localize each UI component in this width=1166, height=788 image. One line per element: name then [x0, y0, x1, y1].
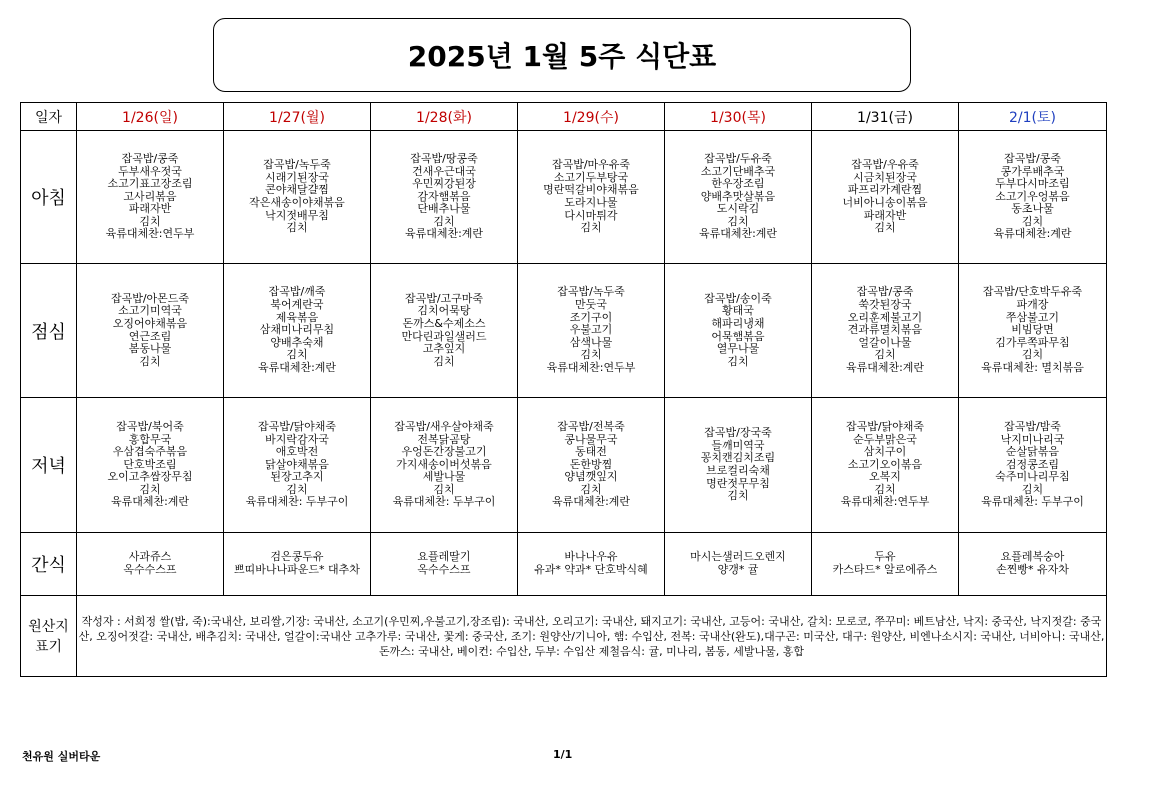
menu-item: 가지새송이버섯볶음 [396, 457, 492, 471]
menu-item: 육류대체찬:계란 [257, 360, 337, 374]
menu-cell [812, 264, 959, 398]
menu-item: 김치 [727, 214, 749, 228]
menu-item: 삼치구이 [863, 445, 907, 459]
menu-item: 콩가루배추국 [1000, 164, 1065, 178]
menu-cell [77, 398, 224, 533]
menu-item: 육류대체찬:연두부 [105, 227, 195, 241]
menu-cell [812, 398, 959, 533]
menu-item: 어묵햄볶음 [711, 329, 765, 343]
menu-cell [959, 398, 1107, 533]
menu-cell [224, 131, 371, 264]
menu-item: 닭살야채볶음 [265, 457, 329, 471]
menu-item: 순살닭볶음 [1005, 445, 1060, 459]
menu-item: 잡곡밥/북어죽 [116, 419, 184, 433]
menu-cell [812, 533, 959, 596]
menu-item: 잡곡밥/콩죽 [856, 285, 914, 299]
menu-item: 육류대체찬:계란 [698, 227, 778, 241]
menu-item: 콘야채달걀찜 [265, 183, 329, 197]
menu-item: 잡곡밥/고구마죽 [404, 291, 484, 305]
menu-item: 요플레복숭아 [1000, 550, 1065, 564]
menu-item: 김치 [433, 482, 455, 496]
day-date: 1/31(금) [812, 103, 959, 131]
menu-item: 잡곡밥/녹두죽 [557, 285, 625, 299]
menu-item: 숙주미나리무침 [995, 470, 1070, 484]
title-box [213, 18, 911, 92]
menu-item: 육류대체찬:계란 [993, 227, 1072, 241]
meal-row-dinner [21, 398, 1107, 533]
menu-item: 애호박전 [275, 445, 319, 459]
menu-item: 쑥갓된장국 [858, 298, 912, 312]
menu-item: 육류대체찬:연두부 [840, 495, 930, 509]
menu-item: 양념깻잎지 [564, 470, 618, 484]
menu-item: 두부다시마조림 [995, 177, 1070, 191]
menu-item: 오리훈제불고기 [847, 310, 923, 324]
menu-cell [665, 131, 812, 264]
menu-item: 잡곡밥/마우유죽 [551, 158, 631, 172]
menu-item: 도라지나물 [564, 196, 618, 209]
menu-item: 소고기우엉볶음 [995, 189, 1070, 203]
menu-item: 김치 [727, 354, 749, 368]
date-header-label: 일자 [21, 103, 77, 131]
menu-item: 육류대체찬:계란 [551, 495, 631, 509]
menu-item: 콩나물무국 [564, 432, 618, 446]
menu-item: 명란젓무무침 [706, 476, 770, 490]
menu-item: 김치 [580, 221, 602, 235]
menu-item: 육류대체찬:계란 [845, 360, 925, 374]
menu-item: 순두부맑은국 [853, 432, 917, 446]
meal-row-lunch [21, 264, 1107, 398]
menu-item: 김치 [139, 482, 161, 496]
menu-item: 두부새우젓국 [118, 164, 182, 178]
menu-item: 단배추나물 [417, 202, 471, 216]
menu-cell [77, 533, 224, 596]
menu-cell [665, 264, 812, 398]
menu-table [20, 102, 1107, 677]
menu-item: 명란떡갈비야채볶음 [543, 183, 639, 197]
menu-item: 북어계란국 [270, 298, 324, 312]
menu-item: 소고기단배추국 [700, 164, 776, 178]
origin-text: 작성자 : 서희정 쌀(밥, 죽):국내산, 보리쌀,기장: 국내산, 소고기(우민찌,우불고기,장조림): 국내산, 오리고기: 국내산, 돼지고기: 국내산, 고등어: 국내산, 갈치: 모로코, 쭈꾸미: 베트남산, 낙지: 중국산, 낙지젓갈: 중국산, 오징어젓갈: 국내산, 배추김치: 국내산, 얼갈이:국내산 고추가루: 국내산, 꽃게: 중국산, 조기: 원양산/기니아, 햄: 수입산, 전복: 국내산(완도),대구곤: 미국산, 대구: 원양산, 비엔나소시지: 국내산, 너비아니: 국내산, 돈까스: 국내산, 베이컨: 수입산, 두부: 수입산 제철음식: 귤, 미나리, 봄동, 세발나물, 홍합 [77, 596, 1107, 677]
menu-item: 만둣국 [575, 298, 607, 312]
menu-cell [224, 398, 371, 533]
menu-item: 잡곡밥/단호박두유죽 [982, 285, 1083, 299]
menu-item: 손찐빵* 유자차 [996, 563, 1069, 576]
menu-item: 브로컬리숙채 [706, 464, 770, 477]
menu-item: 견과류멸치볶음 [847, 323, 923, 337]
menu-item: 잡곡밥/전복죽 [557, 419, 625, 433]
menu-item: 삼채미나리무침 [259, 323, 335, 337]
menu-item: 검은콩두유 [270, 550, 324, 564]
date-row [21, 103, 1107, 131]
menu-item: 김치 [286, 348, 308, 362]
menu-item: 동초나물 [1011, 202, 1054, 216]
meal-label: 간식 [21, 533, 77, 596]
menu-item: 쁘띠바나나파운드* 대추차 [234, 563, 360, 576]
menu-item: 사과쥬스 [128, 550, 172, 564]
menu-item: 잡곡밥/새우살야채죽 [394, 419, 494, 433]
menu-item: 제육볶음 [275, 310, 319, 324]
menu-item: 꽁치캔김치조림 [700, 451, 776, 465]
menu-cell [371, 533, 518, 596]
menu-item: 고사리볶음 [123, 189, 177, 203]
menu-item: 잡곡밥/닭야채죽 [845, 419, 925, 433]
menu-cell [518, 131, 665, 264]
menu-item: 육류대체찬: 두부구이 [981, 495, 1084, 509]
menu-item: 김치 [874, 482, 896, 496]
menu-item: 육류대체찬:계란 [404, 227, 484, 241]
menu-item: 바지락감자국 [265, 432, 329, 446]
menu-item: 다시마튀각 [564, 208, 618, 222]
menu-item: 육류대체찬: 두부구이 [245, 495, 349, 509]
day-date: 2/1(토) [959, 103, 1107, 131]
menu-item: 잡곡밥/장국죽 [704, 426, 772, 440]
menu-item: 육류대체찬:연두부 [546, 360, 636, 374]
menu-item: 김치 [286, 482, 308, 496]
menu-item: 잡곡밥/녹두죽 [263, 158, 331, 172]
menu-item: 홍합무국 [128, 432, 172, 446]
menu-cell [959, 264, 1107, 398]
menu-item: 김치 [580, 348, 602, 362]
menu-cell [224, 533, 371, 596]
menu-cell [812, 131, 959, 264]
meal-row-snack [21, 533, 1107, 596]
menu-item: 잡곡밥/닭야채죽 [257, 419, 337, 433]
day-date: 1/28(화) [371, 103, 518, 131]
menu-item: 돈까스&수제소스 [402, 316, 486, 330]
menu-item: 봄동나물 [128, 342, 172, 356]
menu-item: 잡곡밥/두유죽 [704, 151, 772, 165]
menu-item: 파개장 [1016, 298, 1049, 312]
menu-cell [518, 398, 665, 533]
menu-item: 잡곡밥/콩죽 [121, 151, 179, 165]
menu-item: 오복지 [869, 470, 901, 484]
menu-cell [77, 131, 224, 264]
menu-item: 오이고추쌈장무침 [107, 470, 193, 484]
menu-item: 우삼겹숙주볶음 [112, 445, 188, 459]
menu-item: 요플레딸기 [417, 550, 471, 564]
menu-item: 김치 [874, 221, 896, 235]
menu-item: 양갱* 귤 [717, 563, 759, 576]
menu-item: 소고기미역국 [118, 304, 182, 318]
menu-item: 마시는샐러드오렌지 [690, 550, 786, 564]
menu-item: 옥수수스프 [123, 563, 177, 576]
menu-item: 낙지미나리국 [1000, 432, 1065, 446]
menu-item: 전복닭곰탕 [417, 432, 471, 446]
menu-item: 바나나우유 [564, 550, 618, 564]
menu-cell [371, 264, 518, 398]
menu-item: 유과* 약과* 단호박식혜 [534, 563, 648, 576]
menu-item: 단호박조림 [123, 457, 177, 471]
menu-item: 오징어야채볶음 [112, 316, 188, 330]
menu-item: 김가루쪽파무침 [995, 335, 1070, 349]
menu-cell [371, 398, 518, 533]
menu-cell [959, 131, 1107, 264]
day-date: 1/27(월) [224, 103, 371, 131]
menu-item: 김치 [874, 348, 896, 362]
menu-item: 김치어묵탕 [417, 304, 471, 318]
menu-cell [224, 264, 371, 398]
menu-item: 육류대체찬: 두부구이 [392, 495, 496, 509]
origin-row [21, 596, 1107, 677]
menu-item: 비빔당면 [1011, 323, 1054, 337]
menu-item: 김치 [1021, 348, 1044, 362]
menu-cell [959, 533, 1107, 596]
menu-item: 만다린과일샐러드 [401, 329, 487, 343]
menu-item: 고추잎지 [422, 342, 466, 356]
menu-item: 작은새송이야채볶음 [249, 196, 345, 209]
menu-item: 쭈삼불고기 [1005, 310, 1060, 324]
menu-item: 너비아니송이볶음 [842, 196, 928, 209]
menu-item: 건새우근대국 [412, 164, 476, 178]
menu-item: 육류대체찬:계란 [110, 495, 190, 509]
menu-item: 김치 [727, 489, 749, 503]
menu-item: 우민찌강된장 [412, 177, 476, 191]
menu-item: 시래기된장국 [265, 170, 329, 184]
menu-cell [665, 398, 812, 533]
menu-cell [77, 264, 224, 398]
menu-item: 도시락김 [716, 202, 760, 216]
menu-item: 잡곡밥/아몬드죽 [110, 291, 190, 305]
menu-cell [665, 533, 812, 596]
menu-item: 두유 [874, 550, 896, 564]
menu-item: 김치 [286, 221, 308, 235]
menu-item: 낙지젓배무침 [265, 208, 329, 222]
menu-item: 감자햄볶음 [417, 189, 471, 203]
menu-item: 잡곡밥/땅콩죽 [410, 151, 478, 165]
meal-label: 아침 [21, 131, 77, 264]
menu-item: 김치 [1021, 482, 1044, 496]
menu-item: 파프리카계란찜 [847, 183, 923, 197]
menu-item: 한우장조림 [711, 177, 765, 191]
menu-item: 파래자반 [128, 202, 172, 216]
menu-item: 소고기표고장조림 [107, 177, 193, 191]
menu-item: 양배추숙채 [270, 335, 324, 349]
menu-item: 잡곡밥/깨죽 [268, 285, 326, 299]
menu-item: 김치 [433, 214, 455, 228]
menu-item: 얼갈이나물 [858, 335, 912, 349]
menu-item: 잡곡밥/밤죽 [1004, 419, 1061, 433]
menu-item: 옥수수스프 [417, 563, 471, 576]
menu-item: 돈한방찜 [569, 457, 613, 471]
menu-item: 잡곡밥/콩죽 [1004, 151, 1061, 165]
menu-item: 삼색나물 [569, 335, 613, 349]
menu-item: 된장고추지 [270, 470, 324, 484]
origin-label: 원산지 표기 [21, 596, 77, 677]
meal-label: 저녁 [21, 398, 77, 533]
meal-label: 점심 [21, 264, 77, 398]
menu-item: 잡곡밥/우유죽 [851, 158, 919, 172]
menu-item: 해파리냉채 [711, 316, 765, 330]
menu-item: 김치 [1021, 214, 1044, 228]
menu-item: 김치 [580, 482, 602, 496]
menu-item: 김치 [139, 214, 161, 228]
menu-item: 우불고기 [569, 323, 613, 337]
page-title: 2025년 1월 5주 식단표 [407, 40, 717, 73]
menu-item: 시금치된장국 [853, 170, 917, 184]
menu-item: 파래자반 [863, 208, 907, 222]
meal-row-breakfast [21, 131, 1107, 264]
menu-item: 양배추맛살볶음 [700, 189, 776, 203]
menu-item: 잡곡밥/송이죽 [704, 291, 772, 305]
menu-item: 연근조림 [128, 329, 172, 343]
footer-page-number: 1/1 [553, 748, 573, 761]
menu-item: 열무나물 [716, 342, 760, 356]
menu-item: 소고기두부탕국 [553, 170, 629, 184]
menu-item: 우엉돈간장불고기 [401, 445, 487, 459]
menu-item: 조기구이 [569, 310, 613, 324]
menu-item: 황태국 [722, 304, 754, 318]
menu-item: 카스타드* 알로에쥬스 [832, 563, 938, 576]
day-date: 1/26(일) [77, 103, 224, 131]
menu-item: 들깨미역국 [711, 438, 765, 452]
menu-item: 김치 [139, 354, 161, 368]
menu-cell [518, 533, 665, 596]
day-date: 1/30(목) [665, 103, 812, 131]
menu-item: 육류대체찬: 멸치볶음 [981, 360, 1084, 374]
menu-item: 세발나물 [422, 470, 466, 484]
day-date: 1/29(수) [518, 103, 665, 131]
menu-item: 검정콩조림 [1005, 457, 1060, 471]
footer-org: 천유원 실버타운 [22, 750, 101, 763]
menu-item: 동태전 [575, 445, 607, 459]
menu-cell [518, 264, 665, 398]
menu-item: 김치 [433, 354, 455, 368]
menu-item: 소고기오이볶음 [847, 457, 923, 471]
menu-cell [371, 131, 518, 264]
